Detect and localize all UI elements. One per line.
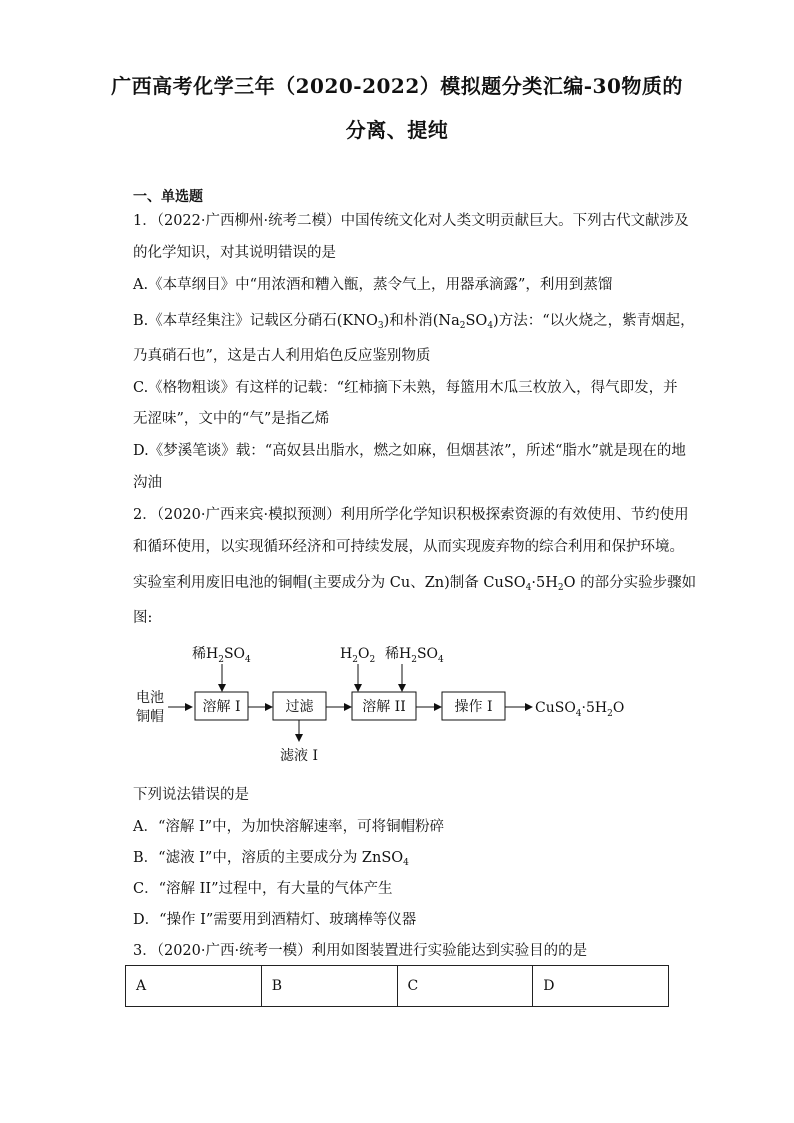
input-label-line1: 电池 — [136, 690, 164, 706]
q3-options-table — [125, 965, 669, 1007]
process-flow-diagram — [130, 638, 650, 768]
q1-option-c-line2: 无涩味”，文中的“气”是指乙烯 — [133, 411, 330, 427]
q2-stem-line1: 2．（2020·广西来宾·模拟预测）利用所学化学知识积极探索资源的有效使用、节约使用 — [133, 507, 689, 523]
product-cuso4-5h2o: $CuSO_4\cdot 5H_2O$ — [535, 700, 625, 719]
q2-option-d: D．“操作 I”需要用到酒精灯、玻璃棒等仪器 — [133, 912, 417, 928]
reagent-h2o2: $H_2O_2$ — [340, 646, 376, 665]
q2-stem-line4: 图: — [133, 610, 153, 626]
q2-prompt: 下列说法错误的是 — [133, 787, 249, 803]
q2-stem-line3: 实验室利用废旧电池的铜帽(主要成分为 Cu、Zn)制备 $CuSO_4\cdot 5H_2O$ 的部分实验步骤如 — [133, 575, 697, 593]
document-title-line2: 分离、提纯 — [345, 118, 449, 142]
q2-option-a: A．“溶解 I”中，为加快溶解速率，可将铜帽粉碎 — [133, 819, 445, 835]
q3-cell-b: B — [261, 966, 397, 1007]
table-row — [126, 966, 669, 1007]
formula-cuso4-5h2o: $CuSO_4\cdot 5H_2O$ — [483, 575, 576, 593]
q1-option-b-line1: B.《本草经集注》记载区分硝石$(KNO_3)$和朴消$(Na_2SO_4)$方法：“以火烧之，紫青烟起， — [133, 313, 695, 331]
reagent-dilute-h2so4-1: 稀$H_2SO_4$ — [192, 646, 251, 665]
q1-option-b-text: B.《本草经集注》记载区分硝石( — [133, 313, 343, 329]
filtrate-label: 滤液 I — [280, 748, 318, 764]
section-heading: 一、单选题 — [133, 189, 203, 205]
q3-cell-a: A — [126, 966, 262, 1007]
q1-stem-line2: 的化学知识，对其说明错误的是 — [133, 245, 336, 261]
q1-option-d-line2: 沟油 — [133, 475, 162, 491]
step-operation-1-label: 操作 I — [454, 699, 493, 715]
q1-option-a: A.《本草纲目》中“用浓酒和糟入甑，蒸令气上，用器承滴露”，利用到蒸馏 — [133, 277, 613, 293]
step-filter-label: 过滤 — [285, 699, 314, 715]
q1-option-b-line2: 乃真硝石也”，这是古人利用焰色反应鉴别物质 — [133, 348, 431, 364]
q2-stem-line2: 和循环使用，以实现循环经济和可持续发展，从而实现废弃物的综合利用和保护环境。 — [133, 539, 684, 555]
document-title-line1: 广西高考化学三年（2020-2022）模拟题分类汇编-30物质的 — [111, 74, 683, 98]
step-dissolve-1-label: 溶解 I — [202, 699, 241, 715]
q2-option-b: B．“滤液 I”中，溶质的主要成分为 ZnSO$_4$ — [133, 850, 409, 868]
input-label-line2: 铜帽 — [136, 709, 164, 725]
q1-stem-line1: 1．（2022·广西柳州·统考二模）中国传统文化对人类文明贡献巨大。下列古代文献涉及 — [133, 213, 689, 229]
reagent-dilute-h2so4-2: 稀$H_2SO_4$ — [385, 646, 444, 665]
q3-cell-d: D — [533, 966, 669, 1007]
q3-stem: 3．（2020·广西·统考一模）利用如图装置进行实验能达到实验目的的是 — [133, 943, 588, 959]
formula-na2so4: $Na_2SO_4$ — [438, 313, 494, 331]
formula-kno3: $KNO_3$ — [342, 313, 384, 331]
q1-option-d-line1: D.《梦溪笔谈》载：“高奴县出脂水，燃之如麻，但烟甚浓”，所述“脂水”就是现在的地 — [133, 443, 686, 459]
q3-cell-c: C — [397, 966, 533, 1007]
q2-option-c: C．“溶解 II”过程中，有大量的气体产生 — [133, 881, 393, 897]
q1-option-c-line1: C.《格物粗谈》有这样的记载：“红柿摘下未熟，每篮用木瓜三枚放入，得气即发，并 — [133, 380, 678, 396]
step-dissolve-2-label: 溶解 II — [362, 699, 406, 715]
